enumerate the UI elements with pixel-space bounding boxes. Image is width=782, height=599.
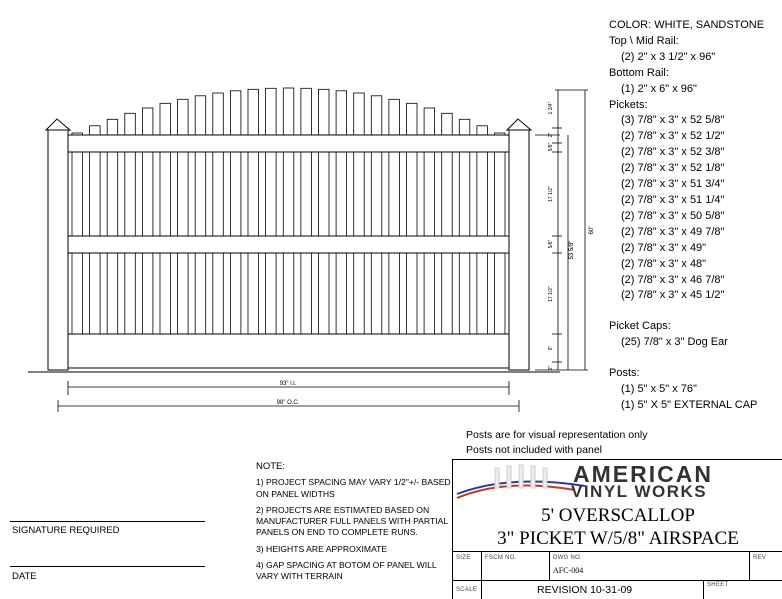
- title-block: [452, 459, 782, 599]
- picket: [336, 91, 347, 334]
- picket: [72, 133, 83, 334]
- fscm-label: FSCM NO.: [485, 555, 517, 561]
- small-dimension-label: 17 1/2": [548, 186, 554, 202]
- small-dimension-label: 6": [548, 345, 554, 351]
- scale-label: SCALE: [456, 587, 478, 593]
- note-item: 1) PROJECT SPACING MAY VARY 1/2"+/- BASED ON PANEL WIDTHS: [256, 477, 451, 499]
- left-post: [46, 119, 70, 370]
- dwg-label: DWG NO.: [553, 555, 583, 561]
- tb-divider: [549, 551, 550, 580]
- dwg-number: AFC-004: [553, 566, 584, 575]
- top-mid-rail-value: (2) 2" x 3 1/2" x 96": [621, 50, 716, 63]
- notes-block: [256, 461, 452, 588]
- note-item: 4) GAP SPACING AT BOTOM OF PANEL WILL VARY WITH TERRAIN: [256, 560, 437, 582]
- color-spec: COLOR: WHITE, SANDSTONE: [609, 19, 765, 31]
- top-rail: [68, 135, 509, 152]
- tb-divider: [453, 580, 782, 581]
- dim-ll-label: 93" l.l.: [279, 381, 297, 387]
- note-item: 3) HEIGHTS ARE APPROXIMATE: [256, 543, 388, 554]
- picket-item: (3) 7/8" x 3" x 52 5/8": [621, 114, 725, 127]
- posts-label: Posts:: [609, 367, 640, 380]
- pickets-group: [72, 88, 505, 334]
- rev-label: REV: [753, 555, 767, 561]
- picket-item: (2) 7/8" x 3" x 46 7/8": [621, 273, 725, 286]
- picket: [477, 126, 488, 334]
- spec-list: [609, 18, 764, 414]
- posts-note: [466, 428, 648, 458]
- picket-item: (2) 7/8" x 3" x 52 3/8": [621, 146, 725, 159]
- signature-label: SIGNATURE REQUIRED: [12, 525, 120, 536]
- picket-item: (2) 7/8" x 3" x 49 7/8": [621, 225, 725, 238]
- picket: [213, 93, 224, 334]
- picket: [283, 88, 294, 334]
- drawing-title-line2: 3" PICKET W/5/8" AIRSPACE: [497, 528, 739, 549]
- logo-line2: VINYL WORKS: [571, 482, 708, 501]
- picket-item: (2) 7/8" x 3" x 52 1/8": [621, 162, 725, 175]
- picket: [354, 93, 365, 334]
- picket-item: (2) 7/8" x 3" x 51 1/4": [621, 193, 725, 206]
- picket: [90, 126, 101, 334]
- picket-item: (2) 7/8" x 3" x 51 3/4": [621, 178, 725, 191]
- picket: [371, 96, 382, 334]
- signature-line: [10, 521, 205, 522]
- picket-caps-value: (25) 7/8" x 3" Dog Ear: [621, 336, 728, 349]
- date-line: [10, 566, 205, 567]
- sheet-label: SHEET: [707, 582, 729, 588]
- picket: [230, 91, 241, 334]
- logo-line1: AMERICAN: [573, 461, 713, 487]
- bottom-rail-label: Bottom Rail:: [609, 66, 669, 79]
- posts-note-line: Posts are for visual representation only: [466, 429, 648, 441]
- picket-item: (2) 7/8" x 3" x 48": [621, 257, 707, 270]
- pickets-label: Pickets:: [609, 98, 648, 111]
- picket: [248, 89, 259, 334]
- picket: [266, 88, 277, 334]
- small-dimension-label: 5/8": [548, 142, 554, 152]
- notes-title: NOTE:: [256, 461, 286, 472]
- picket: [195, 96, 206, 334]
- small-dimension-label: 5/8": [548, 239, 554, 249]
- size-label: SIZE: [456, 555, 471, 561]
- picket-item: (2) 7/8" x 3" x 52 1/2": [621, 130, 725, 143]
- bottom-rail-value: (1) 2" x 6" x 96": [621, 82, 697, 95]
- small-dimension-label: 1 3/4": [548, 101, 554, 115]
- picket-item: (2) 7/8" x 3" x 50 5/8": [621, 209, 725, 222]
- tb-divider: [453, 551, 782, 552]
- note-item: 2) PROJECTS ARE ESTIMATED BASED ON MANUFACTURER FULL PANELS WITH PARTIAL PANELS ON END TO COMPLETE RUNS.: [256, 504, 448, 538]
- date-label: DATE: [12, 571, 37, 582]
- posts-value: (1) 5" X 5" EXTERNAL CAP: [621, 398, 758, 411]
- picket-caps-label: Picket Caps:: [609, 320, 671, 333]
- picket: [495, 133, 506, 334]
- tb-divider: [481, 551, 482, 599]
- dim-oc-label: 98" O.C.: [276, 400, 300, 406]
- tb-divider: [749, 551, 750, 580]
- picket: [319, 89, 330, 334]
- mid-rail: [68, 236, 509, 253]
- small-dimension-label: 2": [548, 365, 554, 371]
- small-dimension-label: 17 1/2": [548, 286, 554, 302]
- drawing-title-line1: 5' OVERSCALLOP: [541, 505, 695, 526]
- company-logo: [453, 460, 782, 502]
- small-dimension-label: 2": [548, 132, 554, 138]
- tb-divider: [703, 580, 704, 599]
- bottom-rail: [68, 334, 509, 368]
- picket: [301, 88, 312, 334]
- posts-note-line: Posts not included with panel: [466, 444, 603, 456]
- picket-item: (2) 7/8" x 3" x 45 1/2": [621, 289, 725, 302]
- posts-value: (1) 5" x 5" x 76": [621, 383, 697, 396]
- dim-mid-label: 53 5/8": [569, 240, 575, 260]
- top-mid-rail-label: Top \ Mid Rail:: [609, 34, 679, 47]
- right-post: [507, 119, 531, 370]
- dim-total-label: 60": [589, 225, 595, 235]
- picket-item: (2) 7/8" x 3" x 49": [621, 241, 707, 254]
- revision: REVISION 10-31-09: [537, 584, 633, 596]
